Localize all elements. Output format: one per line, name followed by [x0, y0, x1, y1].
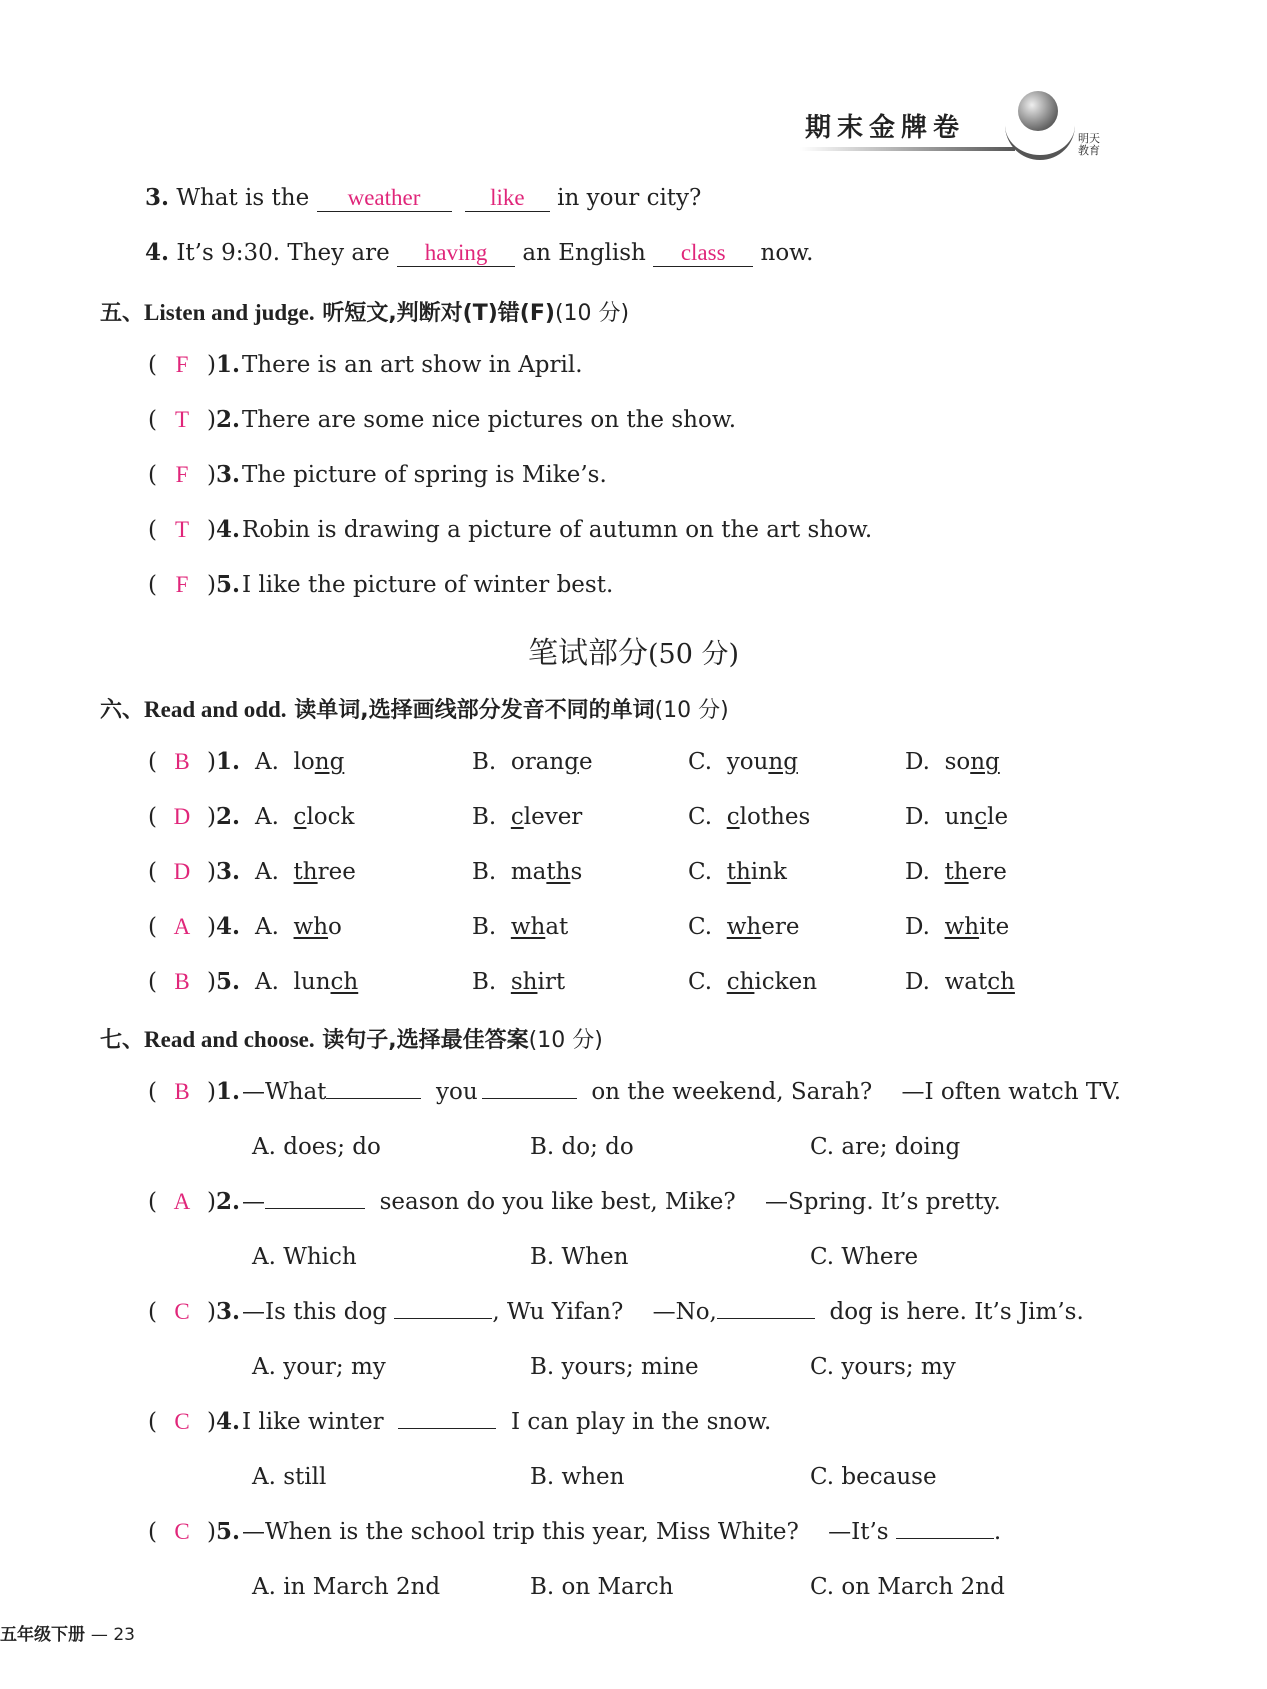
choose-item-5: ( C )5.—When is the school trip this year, Miss White? —It’s .	[148, 1518, 1002, 1545]
choose-4-option-c: C. because	[810, 1464, 937, 1490]
odd-item-2: ( D )2.	[148, 803, 240, 830]
choose-2-option-b: B. When	[530, 1244, 629, 1270]
header-sub: 明天 教育	[1078, 132, 1100, 157]
choose-item-2: ( A )2.— season do you like best, Mike? —Spring. It’s pretty.	[148, 1188, 1001, 1215]
judge-item: ( T )2.There are some nice pictures on the show.	[148, 406, 737, 433]
odd-3-option-d: D. there	[905, 859, 1007, 885]
odd-item-1: ( B )1.	[148, 748, 240, 775]
choose-5-option-a: A. in March 2nd	[252, 1574, 441, 1600]
choose-1-option-b: B. do; do	[530, 1134, 634, 1160]
odd-4-option-c: C. where	[688, 914, 800, 940]
choose-2-option-a: A. Which	[252, 1244, 357, 1270]
odd-1-option-d: D. song	[905, 749, 1000, 775]
choose-3-option-b: B. yours; mine	[530, 1354, 699, 1380]
choose-3-option-a: A. your; my	[252, 1354, 386, 1380]
answer-blank: having	[397, 240, 515, 267]
judge-item: ( F )5.I like the picture of winter best.	[148, 571, 614, 598]
odd-1-option-a: A. long	[255, 749, 345, 775]
section-7-heading: 七、Read and choose. 读句子,选择最佳答案(10 分)	[100, 1027, 603, 1053]
choose-4-option-a: A. still	[252, 1464, 327, 1490]
choose-2-option-c: C. Where	[810, 1244, 919, 1270]
header-logo	[800, 85, 1120, 175]
odd-2-option-c: C. clothes	[688, 804, 811, 830]
choose-1-option-c: C. are; doing	[810, 1134, 961, 1160]
choose-5-option-c: C. on March 2nd	[810, 1574, 1005, 1600]
section-5-heading: 五、Listen and judge. 听短文,判断对(T)错(F)(10 分)	[100, 300, 630, 326]
swoosh-decoration	[1005, 115, 1075, 160]
choose-item-3: ( C )3.—Is this dog , Wu Yifan? —No, dog is here. It’s Jim’s.	[148, 1298, 1084, 1325]
choose-3-option-c: C. yours; my	[810, 1354, 956, 1380]
written-part-title: 笔试部分(50 分)	[527, 636, 739, 671]
odd-3-option-b: B. maths	[472, 859, 583, 885]
odd-2-option-d: D. uncle	[905, 804, 1009, 830]
odd-4-option-b: B. what	[472, 914, 569, 940]
odd-2-option-a: A. clock	[255, 804, 355, 830]
odd-1-option-b: B. orange	[472, 749, 593, 775]
header-title: 期末金牌卷	[805, 113, 966, 143]
choose-5-option-b: B. on March	[530, 1574, 674, 1600]
odd-item-5: ( B )5.	[148, 968, 240, 995]
answer-blank: like	[465, 185, 550, 212]
fill-item-3: 3. What is the weather like in your city?	[145, 184, 702, 211]
judge-item: ( T )4.Robin is drawing a picture of autumn on the art show.	[148, 516, 873, 543]
fill-item-4: 4. It’s 9:30. They are having an English class now.	[145, 239, 814, 266]
choose-item-4: ( C )4.I like winter I can play in the snow.	[148, 1408, 772, 1435]
odd-item-3: ( D )3.	[148, 858, 240, 885]
page-footer: 五年级下册 — 23	[0, 1625, 135, 1645]
judge-item: ( F )3.The picture of spring is Mike’s.	[148, 461, 607, 488]
odd-5-option-c: C. chicken	[688, 969, 818, 995]
odd-item-4: ( A )4.	[148, 913, 240, 940]
odd-2-option-b: B. clever	[472, 804, 583, 830]
answer-blank: weather	[317, 185, 452, 212]
odd-5-option-a: A. lunch	[255, 969, 359, 995]
answer-blank: class	[653, 240, 753, 267]
odd-1-option-c: C. young	[688, 749, 798, 775]
choose-item-1: ( B )1.—What you on the weekend, Sarah? —I often watch TV.	[148, 1078, 1122, 1105]
choose-1-option-a: A. does; do	[252, 1134, 381, 1160]
odd-3-option-a: A. three	[255, 859, 356, 885]
section-6-heading: 六、Read and odd. 读单词,选择画线部分发音不同的单词(10 分)	[100, 697, 729, 723]
header-bar	[800, 147, 1015, 151]
odd-5-option-d: D. watch	[905, 969, 1015, 995]
judge-item: ( F )1.There is an art show in April.	[148, 351, 583, 378]
odd-5-option-b: B. shirt	[472, 969, 566, 995]
odd-3-option-c: C. think	[688, 859, 787, 885]
choose-4-option-b: B. when	[530, 1464, 625, 1490]
odd-4-option-a: A. who	[255, 914, 342, 940]
odd-4-option-d: D. white	[905, 914, 1010, 940]
